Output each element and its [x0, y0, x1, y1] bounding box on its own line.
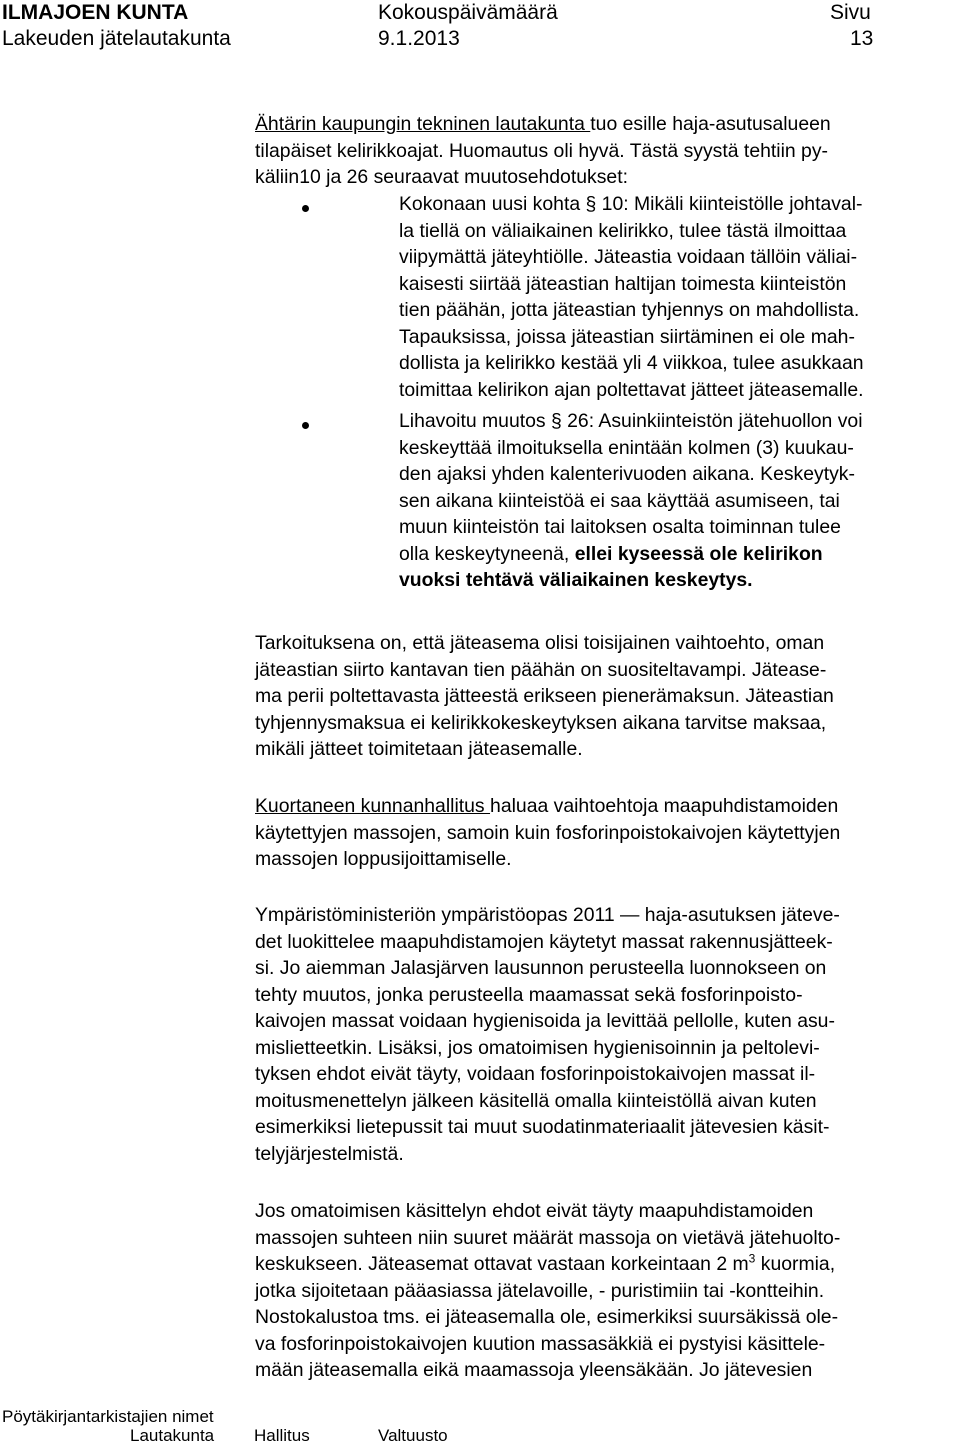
text-line: Tapauksissa, joissa jäteastian siirtäminen ei ole mah- — [399, 325, 855, 348]
text-line: dollista ja kelirikko kestää yli 4 viikkoa, tulee asukkaan — [399, 352, 864, 374]
paragraph-purpose — [255, 630, 945, 763]
text-line: jotka sijoitetaan pääasiassa jätelavoille, - puristimiin tai -kontteihin. — [255, 1279, 825, 1302]
text-line: tien päähän, jotta jäteastian tyhjennys on mahdollista. — [399, 299, 860, 321]
text-line: mään jäteasemalla eikä maamassoja yleensäkään. Jo jätevesien — [255, 1359, 813, 1381]
paragraph-self-treatment — [255, 1198, 945, 1384]
text-line: kaisesti siirtää jäteastian haltijan toimesta kiinteistön — [399, 272, 847, 295]
text-line: Ympäristöministeriön ympäristöopas 2011 — haja-asutuksen jäteve- — [255, 904, 840, 926]
bullet-item-26 — [399, 408, 959, 594]
text-line: tyhjennysmaksua ei kelirikkokeskeytyksen aikana tarvitse maksaa, — [255, 711, 827, 734]
bullet-item-10 — [399, 191, 959, 403]
text-line: mislietteetkin. Lisäksi, jos omatoimisen hygienisoinnin ja peltolevi- — [255, 1036, 820, 1059]
footer-col-lautakunta: Lautakunta — [130, 1426, 215, 1445]
organization-name: ILMAJOEN KUNTA — [2, 1, 189, 24]
text-line: Jos omatoimisen käsittelyn ehdot eivät täyty maapuhdistamoiden — [255, 1200, 814, 1222]
text-line: Tarkoituksena on, että jäteasema olisi toisijainen vaihtoehto, oman — [255, 632, 825, 654]
kuortane-board-underlined: Kuortaneen kunnanhallitus — [255, 795, 491, 817]
text-span: haluaa vaihtoehtoja maapuhdistamoiden — [490, 795, 839, 817]
text-line: kaivojen massat voidaan hygienisoida ja levittää pellolle, kuten asu- — [255, 1010, 835, 1032]
committee-name: Lakeuden jätelautakunta — [2, 27, 231, 50]
text-line — [255, 111, 945, 138]
text-line: det luokittelee maapuhdistamojen käytetyt massat rakennusjätteek- — [255, 930, 833, 953]
text-line: keskeyttää ilmoituksella enintään kolmen (3) kuukau- — [399, 436, 854, 459]
text-line: tilapäiset kelirikkoajat. Huomautus oli hyvä. Tästä syystä tehtiin py- — [255, 139, 828, 162]
footer-col-hallitus: Hallitus — [254, 1426, 310, 1445]
text-line: esimerkiksi lietepussit tai muut suodatinmateriaalit jätevesien käsit- — [255, 1116, 830, 1138]
text-line: muun kiinteistön tai laitoksen osalta toiminnan tulee — [399, 516, 841, 538]
text-line — [399, 541, 959, 568]
bullet-dot — [302, 422, 309, 429]
text-span: tuo esille haja-asutusalueen — [590, 113, 831, 135]
text-line: massojen suhteen niin suuret määrät massoja on vietävä jätehuolto- — [255, 1226, 841, 1249]
text-line: käliin10 ja 26 seuraavat muutosehdotukset: — [255, 166, 628, 188]
meeting-date-label: Kokouspäivämäärä — [378, 1, 558, 24]
text-line: käytettyjen massojen, samoin kuin fosforinpoistokaivojen käytettyjen — [255, 821, 841, 844]
text-line: toimittaa kelirikon ajan poltettavat jätteet jäteasemalle. — [399, 378, 864, 401]
footer-title: Pöytäkirjantarkistajien nimet — [2, 1407, 214, 1426]
text-line: den ajaksi yhden kalenterivuoden aikana. Keskeytyk- — [399, 463, 855, 485]
text-line: va fosforinpoistokaivojen kuution massasäkkiä ei pystyisi käsittele- — [255, 1332, 826, 1355]
text-line: Lihavoitu muutos § 26: Asuinkiinteistön jätehuollon voi — [399, 410, 863, 432]
page-label: Sivu — [830, 1, 871, 24]
text-line: jäteastian siirto kantavan tien päähän on suositeltavampi. Jätease- — [255, 658, 827, 681]
page-number: 13 — [850, 27, 874, 50]
text-line — [255, 793, 945, 820]
bold-amendment: ellei kyseessä ole kelirikon — [574, 542, 823, 565]
text-span: keskukseen. Jäteasemat ottavat vastaan korkeintaan 2 m — [255, 1253, 749, 1275]
text-line: sen aikana kiinteistöä ei saa käyttää asumiseen, tai — [399, 489, 840, 512]
text-span: olla keskeytyneenä, — [399, 542, 575, 565]
superscript: 3 — [748, 1251, 756, 1266]
text-line: ma perii poltettavasta jätteestä erikseen pienerämaksun. Jäteastian — [255, 685, 834, 707]
paragraph-environment-guide — [255, 902, 945, 1167]
paragraph-kuortane — [255, 793, 945, 873]
bold-amendment: vuoksi tehtävä väliaikainen keskeytys. — [399, 569, 753, 591]
text-line: tyksen ehdot eivät täyty, voidaan fosforinpoistokaivojen massat il- — [255, 1063, 816, 1085]
text-line: Nostokalustoa tms. ei jäteasemalla ole, esimerkiksi suursäkissä ole- — [255, 1306, 839, 1328]
paragraph-ahtari — [255, 111, 945, 191]
text-line: moitusmenettelyn jälkeen käsitellä omalla kiinteistöllä aivan kuten — [255, 1089, 817, 1112]
text-line: viipymättä jäteyhtiölle. Jäteastia voidaan tällöin väliai- — [399, 246, 858, 268]
text-span: kuormia, — [755, 1253, 836, 1275]
ahtari-committee-underlined: Ähtärin kaupungin tekninen lautakunta — [255, 113, 591, 135]
text-line: si. Jo aiemman Jalasjärven lausunnon perusteella luonnokseen on — [255, 957, 827, 979]
text-line — [255, 1251, 945, 1278]
text-line: tehty muutos, jonka perusteella maamassat sekä fosforinpoisto- — [255, 983, 803, 1006]
text-line: la tiellä on väliaikainen kelirikko, tulee tästä ilmoittaa — [399, 219, 847, 242]
bullet-dot — [302, 205, 309, 212]
meeting-date: 9.1.2013 — [378, 27, 460, 50]
text-line: Kokonaan uusi kohta § 10: Mikäli kiinteistölle johtaval- — [399, 193, 863, 215]
footer-col-valtuusto: Valtuusto — [378, 1426, 448, 1445]
text-line: massojen loppusijoittamiselle. — [255, 848, 512, 870]
text-line: mikäli jätteet toimitetaan jäteasemalle. — [255, 738, 583, 760]
text-line: telyjärjestelmistä. — [255, 1142, 404, 1165]
